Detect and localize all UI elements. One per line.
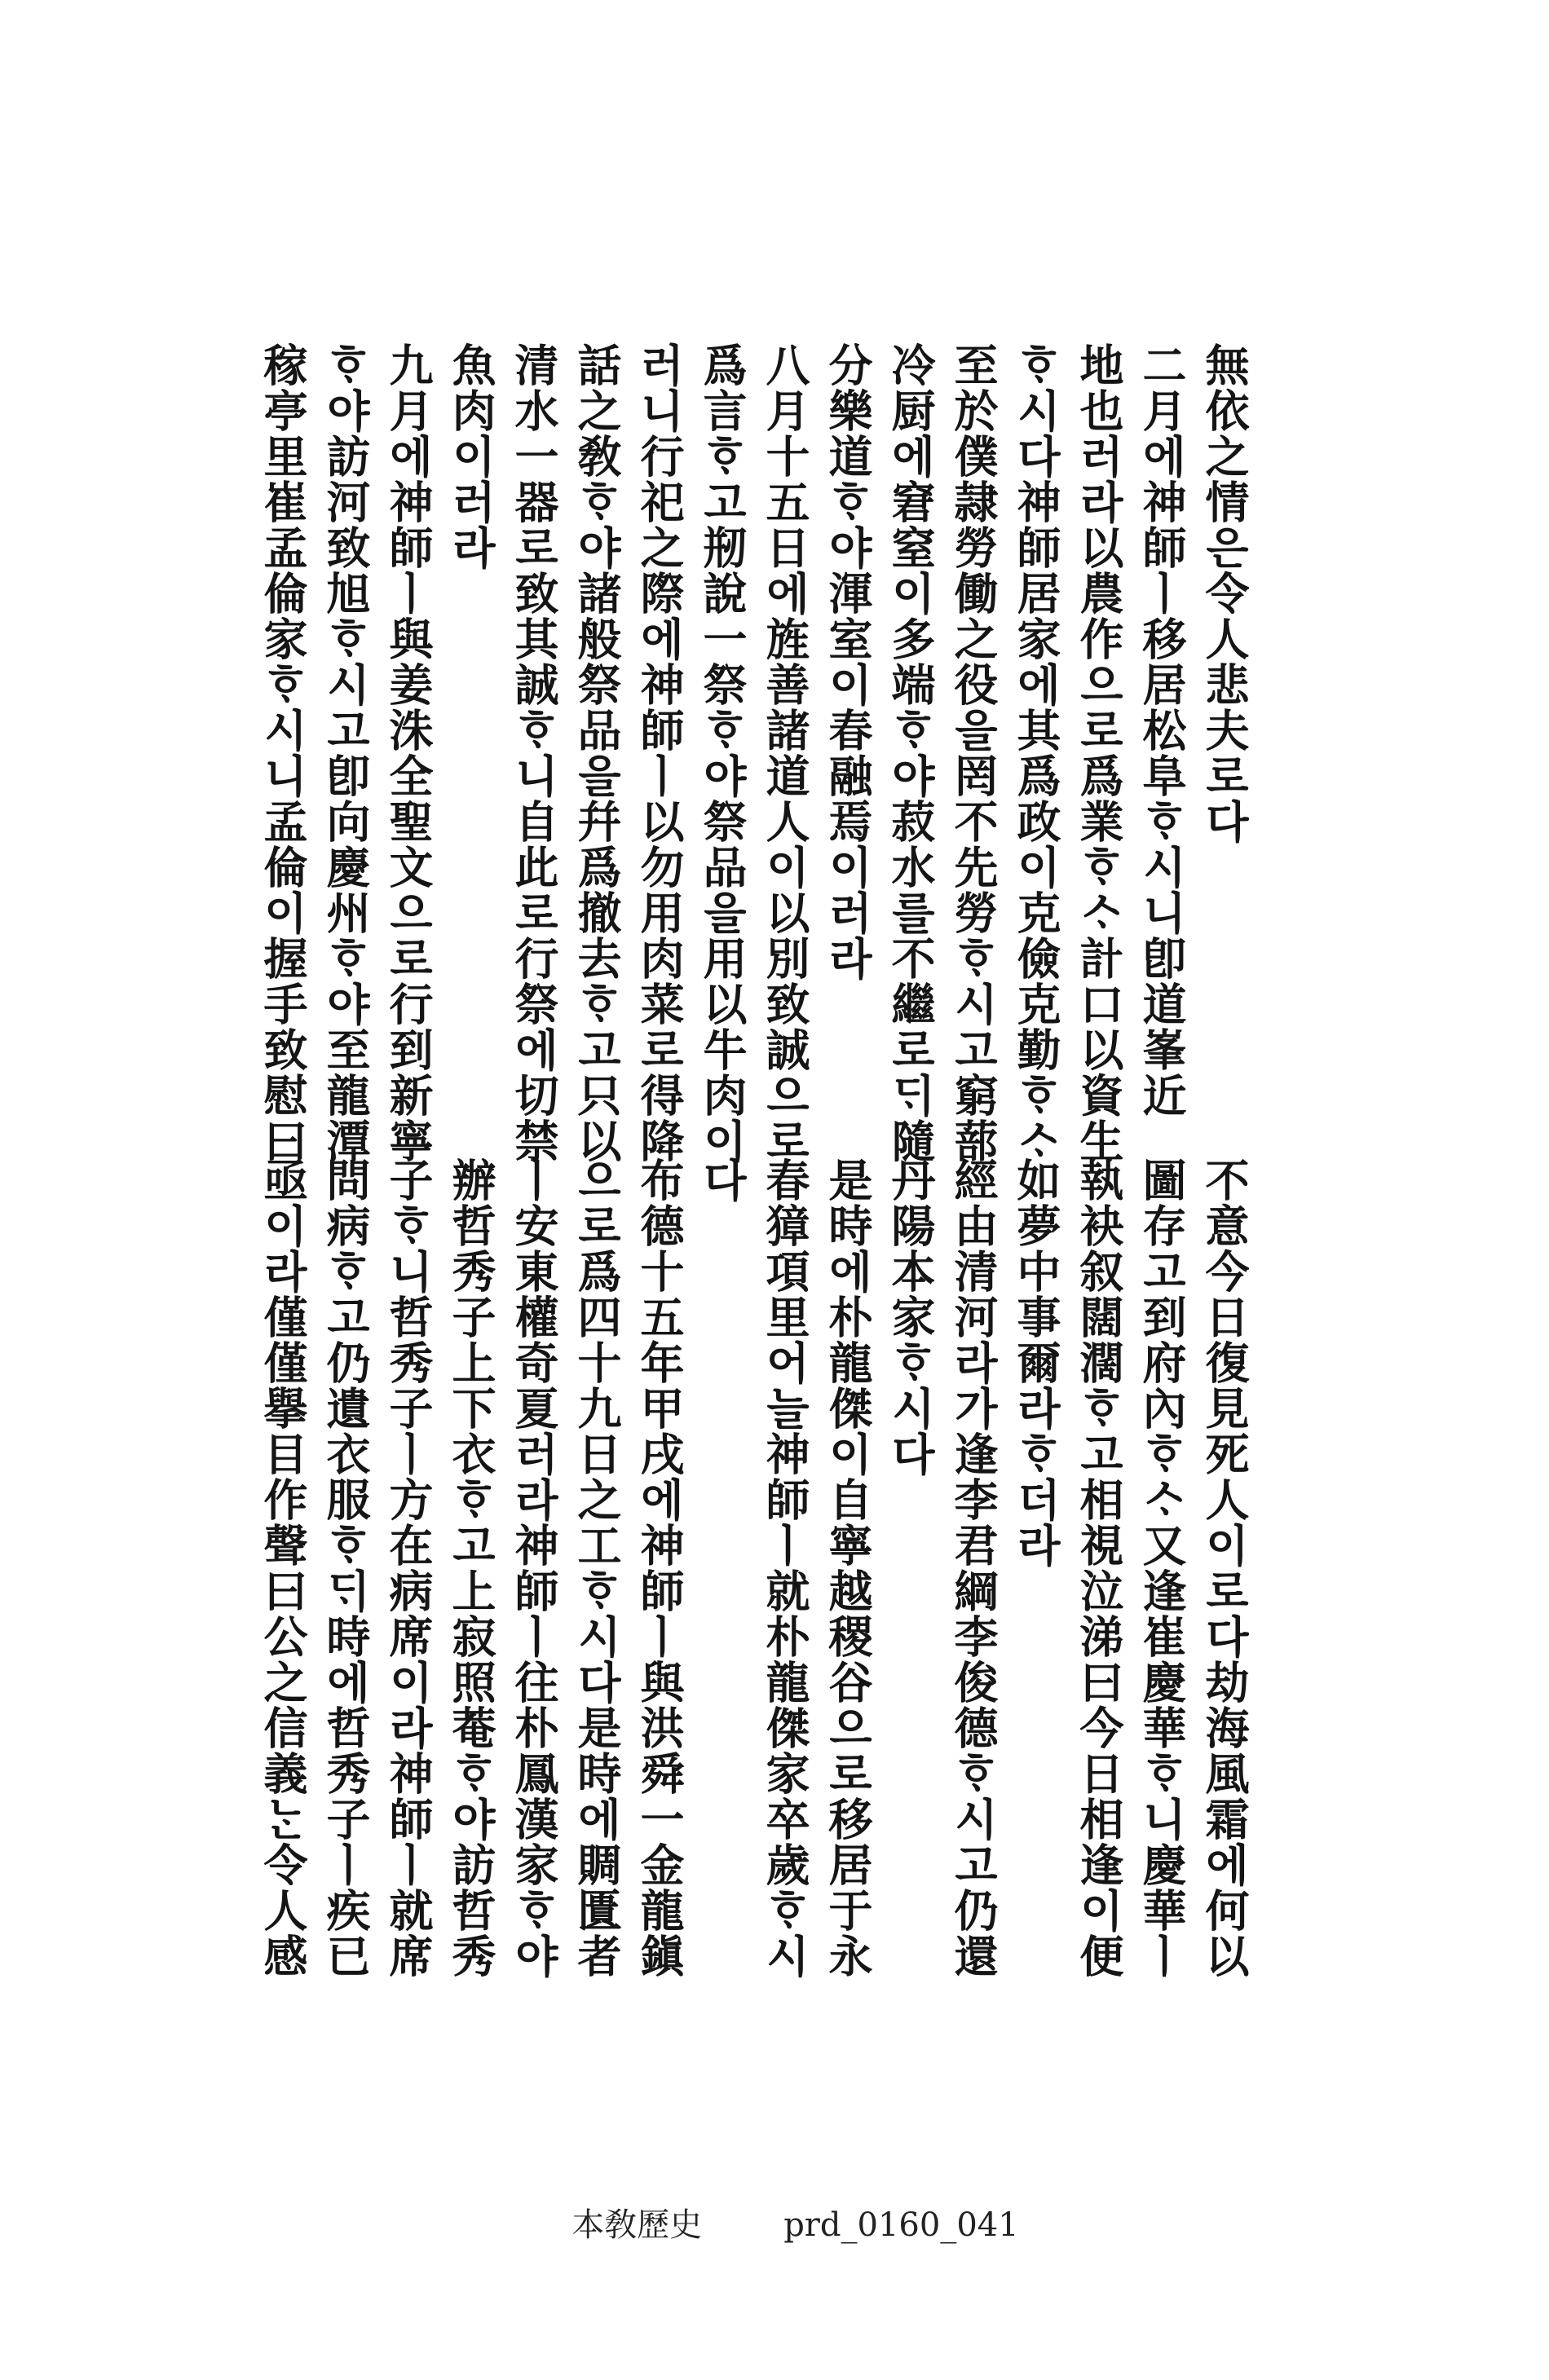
- book-title: 本敎歷史: [571, 2206, 703, 2244]
- page-identifier: prd_0160_041: [783, 2206, 1019, 2244]
- text-column: 圖存고到府內ᄒᆞᄉᆞ又逢崔慶華ᄒᆞ니慶華ㅣ: [1136, 1157, 1188, 1979]
- text-column: 布德十五年甲戌에神師ㅣ與洪舜一金龍鎭: [633, 1157, 686, 1979]
- text-column: 執袂叙闊濶ᄒᆞ고相視泣涕曰今日相逢이便: [1073, 1157, 1125, 1979]
- text-column: 爲言ᄒᆞ고剏說一祭ᄒᆞ야祭品을用以牛肉이: [696, 342, 748, 1164]
- text-column: 經由清河라가逢李君綱李俊德ᄒᆞ시고仍還: [947, 1157, 1000, 1979]
- text-column: 春獐項里어늘神師ㅣ就朴龍傑家卒歲ᄒᆞ시: [759, 1157, 811, 1979]
- text-column: 丹陽本家ᄒᆞ시다: [885, 1157, 937, 1477]
- text-column: 清水一器로致其誠ᄒᆞ니自此로行祭에切禁: [508, 342, 560, 1164]
- text-column: 九月에神師ㅣ與姜洙全聖文으로行到新寧: [382, 342, 435, 1164]
- text-column: 다: [696, 1157, 748, 1203]
- text-column: 亟이라僅僅擧目作聲曰公之信義ᄂᆞᆫ令人感: [257, 1157, 309, 1979]
- text-column: 으로爲四十九日之工ᄒᆞ시다是時에賙匱者: [571, 1157, 623, 1979]
- text-column: 魚肉이러라: [445, 342, 497, 571]
- text-column: 問病ᄒᆞ고仍遺衣服ᄒᆞᄃᆡ時에哲秀子ㅣ疾已: [320, 1157, 372, 1979]
- text-column: 地也러라以農作으로爲業ᄒᆞᄉᆞ計口以資生: [1073, 342, 1125, 1164]
- text-column: 是時에朴龍傑이自寧越稷谷으로移居于永: [822, 1157, 874, 1979]
- page-footer: [0, 2162, 1549, 2283]
- text-column: ㅣ安東權奇夏러라神師ㅣ往朴鳳漢家ᄒᆞ야: [508, 1157, 560, 1979]
- text-column: 二月에神師ㅣ移居松阜ᄒᆞ시니卽道峯近: [1136, 342, 1188, 1118]
- upper-text-block: [251, 342, 1256, 1164]
- text-column: 分樂道ᄒᆞ야渾室이春融焉이러라: [822, 342, 874, 981]
- text-column: 無依之情은令人悲夫로다: [1198, 342, 1251, 844]
- text-column: 辦哲秀子上下衣ᄒᆞ고上寂照菴ᄒᆞ야訪哲秀: [445, 1157, 497, 1979]
- text-column: 話之敎ᄒᆞ야諸般祭品을幷爲撤去ᄒᆞ고只以: [571, 342, 623, 1164]
- text-column: ᄒᆞ야訪河致旭ᄒᆞ시고卽向慶州ᄒᆞ야至龍潭: [320, 342, 372, 1164]
- text-column: 如夢中事爾라ᄒᆞ더라: [1010, 1157, 1062, 1568]
- text-column: 冷厨에窘窒이多端ᄒᆞ야菽水를不繼로ᄃᆡ隨: [885, 342, 937, 1164]
- text-column: 稼亭里崔孟倫家ᄒᆞ시니孟倫이握手致慰曰: [257, 342, 309, 1164]
- text-column: 八月十五日에旌善諸道人이以別致誠으로: [759, 342, 811, 1164]
- text-column: 不意今日復見死人이로다劫海風霜에何以: [1198, 1157, 1251, 1979]
- text-column: 子ᄒᆞ니哲秀子ㅣ方在病席이라神師ㅣ就席: [382, 1157, 435, 1979]
- text-column: 至於僕隷勞働之役을罔不先勞ᄒᆞ시고窮蔀: [947, 342, 1000, 1164]
- text-column: ᄒᆞ시다神師居家에其爲政이克儉克勤ᄒᆞᄉᆞ: [1010, 342, 1062, 1164]
- text-column: 러니行祀之際에神師ㅣ以勿用肉菜로得降: [633, 342, 686, 1164]
